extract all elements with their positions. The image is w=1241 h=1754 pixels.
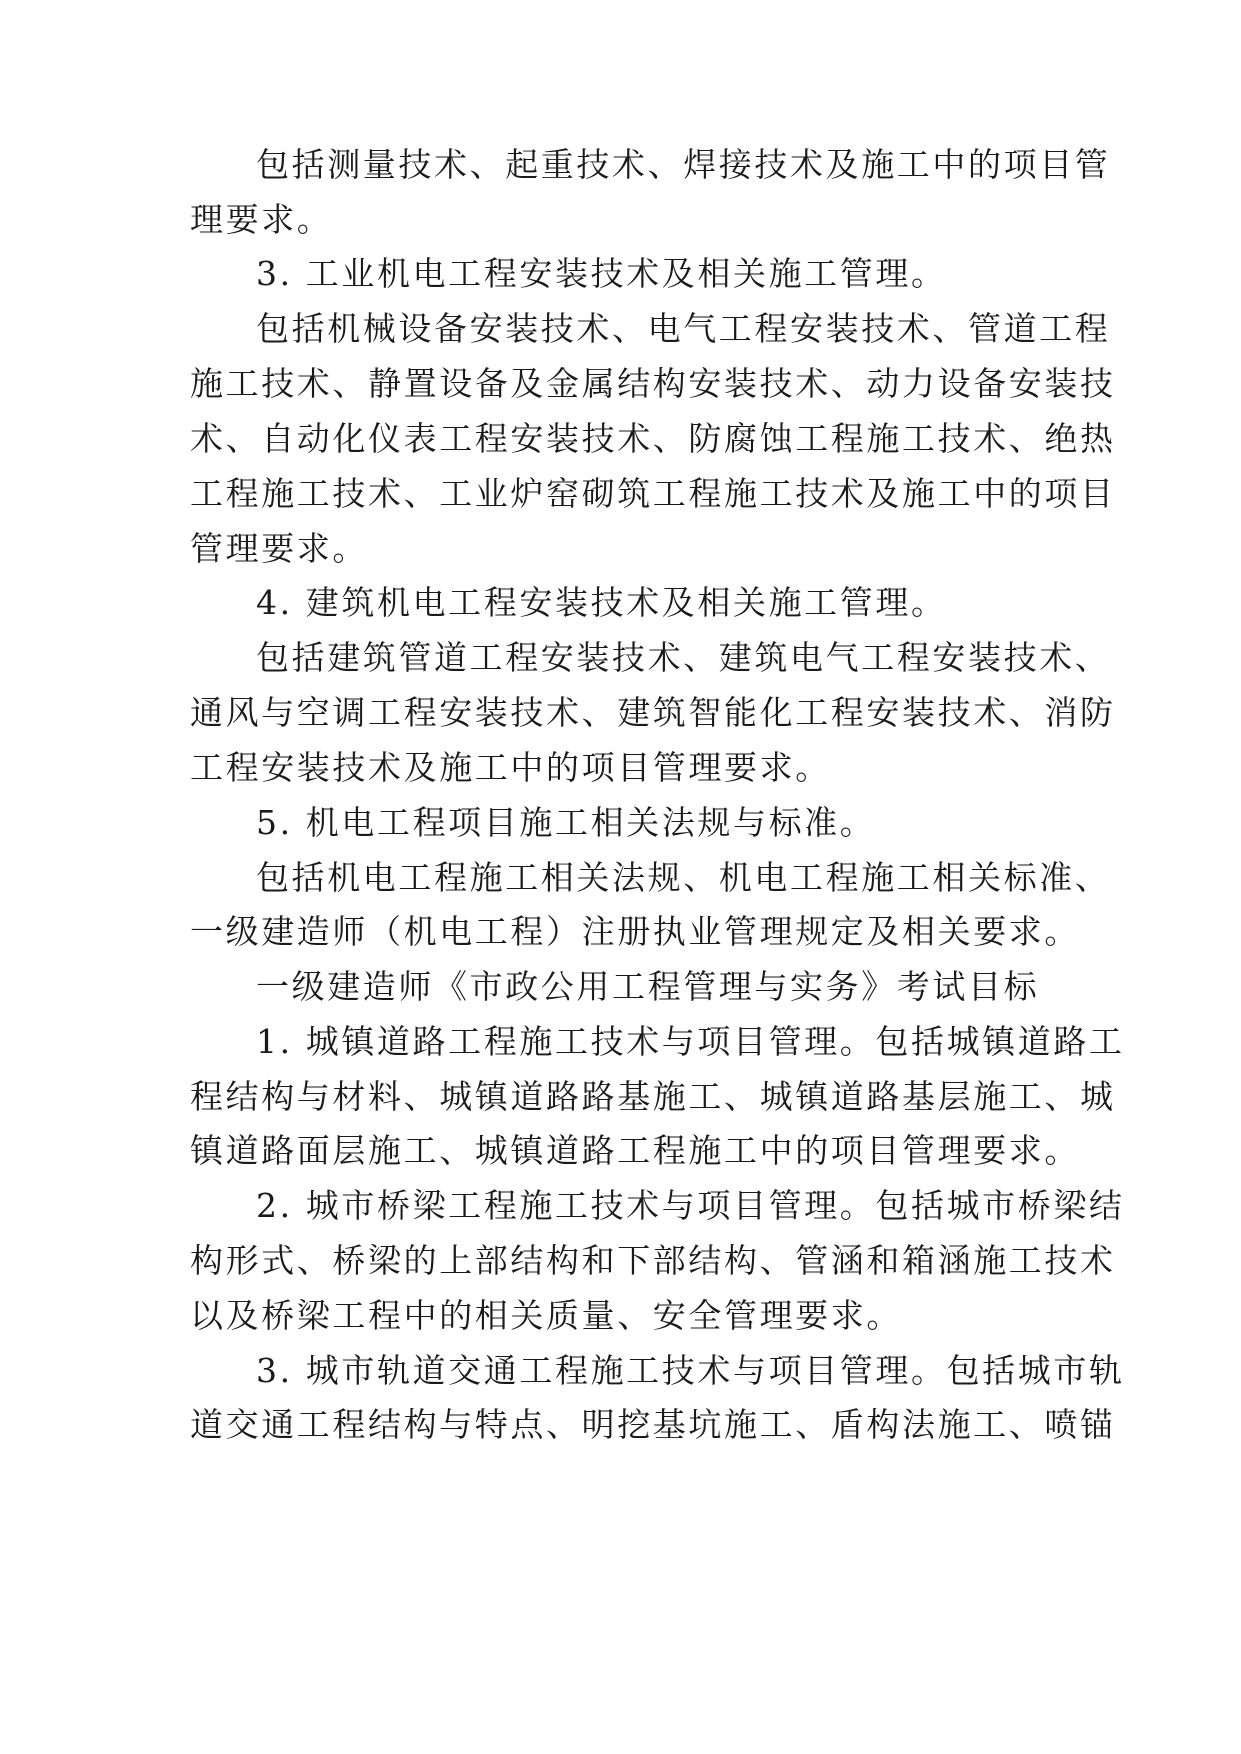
section-title: 一级建造师《市政公用工程管理与实务》考试目标 [256, 967, 1040, 1006]
text-line: 包括机械设备安装技术、电气工程安装技术、管道工程 [256, 309, 1111, 348]
text-line: 管理要求。 [190, 529, 368, 568]
numbered-heading: 5. 机电工程项目施工相关法规与标准。 [256, 803, 876, 842]
text-line: 程结构与材料、城镇道路路基施工、城镇道路基层施工、城 [190, 1077, 1116, 1116]
numbered-heading: 4. 建筑机电工程安装技术及相关施工管理。 [256, 583, 947, 622]
text-line: 术、自动化仪表工程安装技术、防腐蚀工程施工技术、绝热 [190, 419, 1116, 458]
text-line: 一级建造师（机电工程）注册执业管理规定及相关要求。 [190, 912, 1080, 951]
numbered-paragraph: 2. 城市桥梁工程施工技术与项目管理。包括城市桥梁结 [256, 1186, 1125, 1225]
text-line: 以及桥梁工程中的相关质量、安全管理要求。 [190, 1296, 902, 1335]
text-line: 工程安装技术及施工中的项目管理要求。 [190, 748, 831, 787]
text-line: 工程施工技术、工业炉窑砌筑工程施工技术及施工中的项目 [190, 474, 1116, 513]
text-line: 镇道路面层施工、城镇道路工程施工中的项目管理要求。 [190, 1131, 1080, 1170]
text-line: 理要求。 [190, 200, 333, 239]
numbered-paragraph: 1. 城镇道路工程施工技术与项目管理。包括城镇道路工 [256, 1022, 1125, 1061]
text-line: 包括测量技术、起重技术、焊接技术及施工中的项目管 [256, 145, 1111, 184]
text-line: 构形式、桥梁的上部结构和下部结构、管涵和箱涵施工技术 [190, 1241, 1116, 1280]
numbered-heading: 3. 工业机电工程安装技术及相关施工管理。 [256, 254, 947, 293]
text-line: 道交通工程结构与特点、明挖基坑施工、盾构法施工、喷锚 [190, 1405, 1116, 1444]
text-line: 包括机电工程施工相关法规、机电工程施工相关标准、 [256, 858, 1111, 897]
text-line: 施工技术、静置设备及金属结构安装技术、动力设备安装技 [190, 364, 1116, 403]
numbered-paragraph: 3. 城市轨道交通工程施工技术与项目管理。包括城市轨 [256, 1351, 1125, 1390]
text-line: 通风与空调工程安装技术、建筑智能化工程安装技术、消防 [190, 693, 1116, 732]
text-line: 包括建筑管道工程安装技术、建筑电气工程安装技术、 [256, 638, 1111, 677]
